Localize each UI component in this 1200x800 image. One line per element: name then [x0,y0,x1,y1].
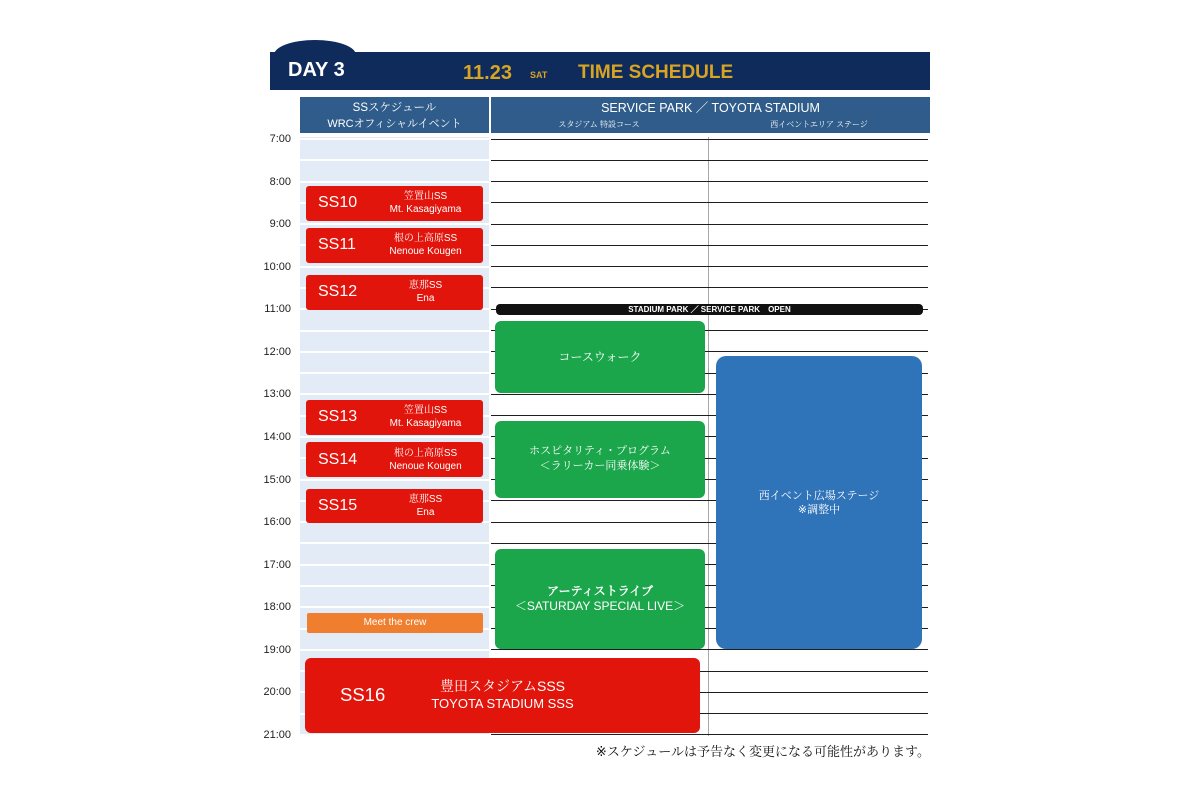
stage-names [368,279,483,305]
hour-label: 10:00 [263,260,291,273]
stage-name-ja: 根の上高原SS [393,233,458,245]
stage-name-en: Mt. Kasagiyama [389,418,462,430]
ss-column-line [300,393,489,395]
stage-name-ja: 笠置山SS [403,405,448,417]
ss-column-line [300,606,489,608]
stage-name-ja: 根の上高原SS [393,447,458,459]
event-title: 西イベント広場ステージ [758,489,880,502]
stage-code: SS14 [318,450,358,468]
stage-names [368,190,483,216]
stadium-course-label: スタジアム 特設コース [558,120,640,129]
stage-name-ja: 笠置山SS [403,191,448,203]
footer-note: ※スケジュールは予告なく変更になる可能性があります。 [595,744,930,759]
half-hour-line [491,245,928,246]
ss11-event [306,228,483,263]
hour-line [491,181,928,182]
ss-column-line [300,223,489,225]
stage-code: SS10 [318,194,358,212]
ss-column-title: SSスケジュール [352,102,437,114]
event-subtitle: ＜ラリーカー同乗体験＞ [539,460,661,473]
ss-column-header [300,97,489,133]
ss15-event [306,489,483,523]
ss-column-line [300,436,489,438]
west-stage-label: 西イベントエリア ステージ [770,120,868,129]
page-title: TIME SCHEDULE [578,62,734,83]
ss-column-line [300,330,489,332]
service-park-title: SERVICE PARK ／ TOYOTA STADIUM [601,101,820,115]
stage-names [305,678,700,712]
ss-column-line [300,564,489,566]
ss-column-subtitle: WRCオフィシャルイベント [327,118,462,130]
stage-code: SS16 [340,684,386,706]
stage-names [368,493,483,519]
stage-code: SS12 [318,283,358,301]
event-title: アーティストライブ [547,583,653,598]
hour-line [491,649,928,650]
hospitality-program-event [495,421,705,498]
stage-name-en: Nenoue Kougen [389,246,462,258]
stage-name-ja: 恵那SS [408,280,443,292]
stage-name-en: Ena [416,506,435,518]
ss-column-line [300,181,489,183]
hour-label: 13:00 [263,388,291,401]
artist-live-event [495,549,705,649]
event-title: コースウォーク [558,349,642,364]
stage-name-en: TOYOTA STADIUM SSS [431,696,574,712]
hour-line [491,224,928,225]
ss-column-line [300,266,489,268]
weekday-label: SAT [530,70,548,80]
event-title: ホスピタリティ・プログラム [529,445,671,458]
ss-column-line [300,734,489,736]
hour-label: 21:00 [263,728,291,741]
stage-code: SS11 [318,236,356,254]
ss-column-line [300,159,489,161]
ss10-event [306,186,483,221]
park-open-label: STADIUM PARK ／ SERVICE PARK OPEN [628,304,791,314]
ss-column-line [300,351,489,353]
hour-label: 8:00 [269,175,291,188]
hour-line [491,734,928,735]
hour-label: 17:00 [263,558,291,571]
stage-code: SS13 [318,408,358,426]
west-stage-event [716,356,922,649]
ss16-event [305,658,700,733]
event-label: Meet the crew [363,616,427,628]
hour-line [491,139,928,140]
event-note: ※調整中 [797,503,841,516]
park-open-bar [496,304,923,315]
course-walk-event [495,321,705,393]
hour-label: 9:00 [269,218,291,231]
stage-names [368,447,483,473]
hour-label: 20:00 [263,686,291,699]
stage-name-ja: 豊田スタジアムSSS [439,678,566,695]
hour-label: 11:00 [264,303,291,316]
stage-name-ja: 恵那SS [408,493,443,505]
stage-names [368,404,483,430]
event-subtitle: ＜SATURDAY SPECIAL LIVE＞ [514,598,686,613]
ss-column-line [300,649,489,651]
stage-name-en: Ena [416,293,435,305]
ss13-event [306,400,483,435]
stage-name-en: Mt. Kasagiyama [389,204,462,216]
service-park-header [491,97,930,133]
stage-name-en: Nenoue Kougen [389,460,462,472]
hour-label: 15:00 [263,473,291,486]
ss-column-line [300,479,489,481]
day-label: DAY 3 [288,59,345,81]
hour-label: 18:00 [263,601,291,614]
meet-the-crew-event [307,613,483,633]
ss-column-line [300,138,489,140]
stage-code: SS15 [318,496,358,514]
ss-column-line [300,542,489,544]
stage-names [368,232,483,258]
ss12-event [306,275,483,310]
ss-column-line [300,372,489,374]
date-label: 11.23 [463,62,512,84]
hour-label: 16:00 [263,516,291,529]
ss14-event [306,442,483,477]
hour-label: 12:00 [263,345,291,358]
hour-label: 7:00 [269,133,291,145]
half-hour-line [491,160,928,161]
ss-column-line [300,585,489,587]
hour-line [491,266,928,267]
hour-label: 19:00 [263,643,291,656]
hour-label: 14:00 [263,430,291,443]
half-hour-line [491,202,928,203]
half-hour-line [491,287,928,288]
